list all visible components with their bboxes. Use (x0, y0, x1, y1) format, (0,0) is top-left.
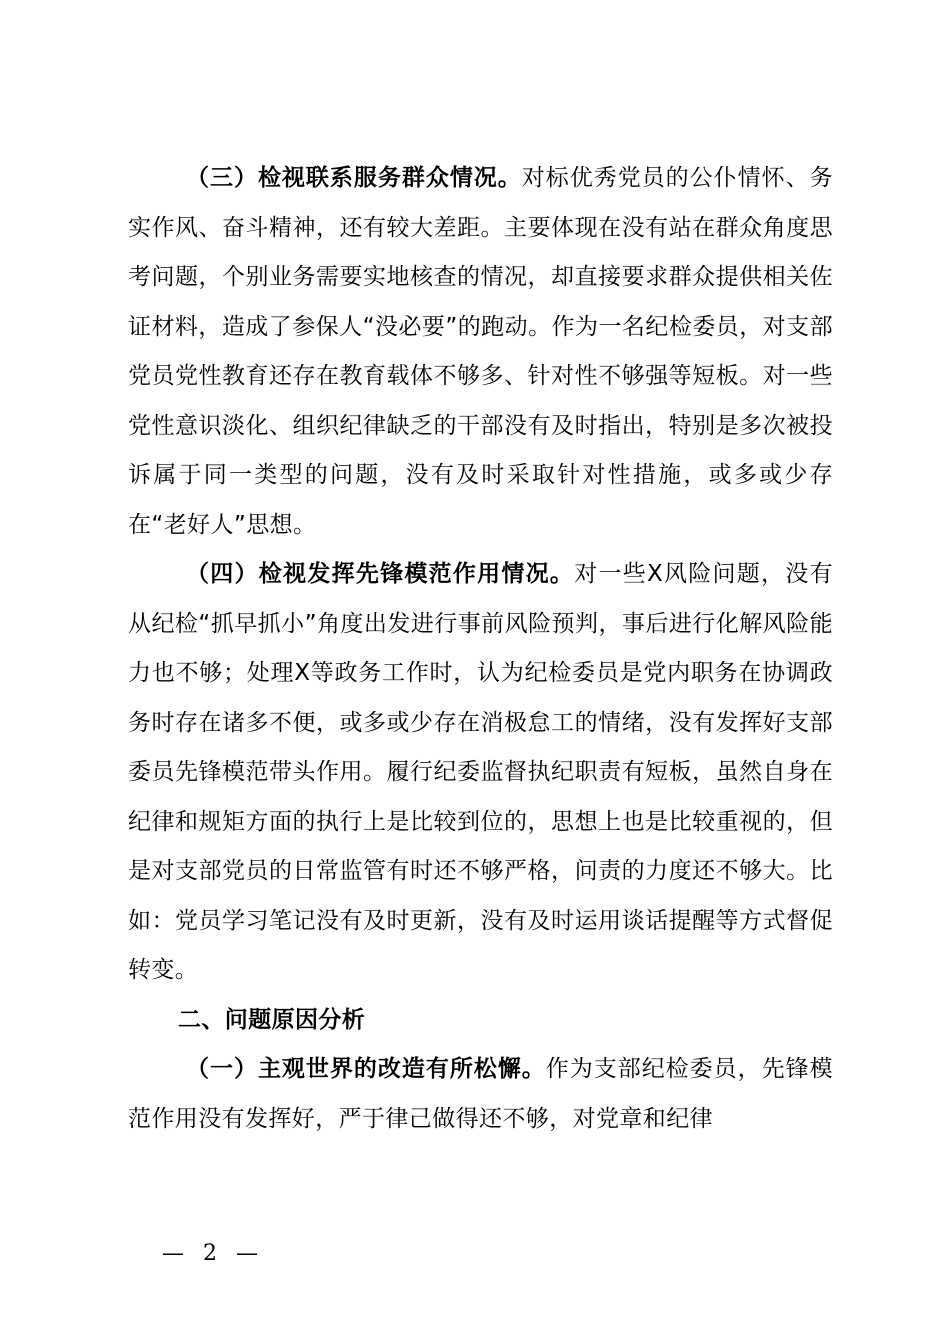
paragraph-lead-heading: （三）检视联系服务群众情况。 (186, 165, 522, 191)
page-number: — 2 — (162, 1241, 264, 1266)
paragraph-subjective-world (128, 1045, 833, 1144)
paragraph-body-text: 作为支部纪检委员，先锋模范作用没有发挥好，严于律己做得还不够，对党章和纪律 (128, 1056, 833, 1132)
section-heading-cause-analysis: 二、问题原因分析 (178, 1006, 366, 1033)
paragraph-body-text: 对标优秀党员的公仆情怀、务实作风、奋斗精神，还有较大差距。主要体现在没有站在群众角度思考问题，个别业务需要实地核查的情况，却直接要求群众提供相关佐证材料，造成了参保人“没必要”的跑动。作为一名纪检委员，对支部党员党性教育还存在教育载体不够多、针对性不够强等短板。对一些党性意识淡化、组织纪律缺乏的干部没有及时指出，特别是多次被投诉属于同一类型的问题，没有及时采取针对性措施，或多或少存在“老好人”思想。 (128, 165, 833, 538)
paragraph-contact-masses (128, 154, 833, 550)
document-body (128, 154, 833, 1144)
paragraph-vanguard-role (128, 550, 833, 996)
paragraph-lead-heading: （四）检视发挥先锋模范作用情况。 (186, 561, 575, 587)
paragraph-lead-heading: （一）主观世界的改造有所松懈。 (186, 1056, 546, 1082)
paragraph-body-text: 对一些X风险问题，没有从纪检“抓早抓小”角度出发进行事前风险预判，事后进行化解风险能力也不够；处理X等政务工作时，认为纪检委员是党内职务在协调政务时存在诸多不便，或多或少存在消极怠工的情绪，没有发挥好支部委员先锋模范带头作用。履行纪委监督执纪职责有短板，虽然自身在纪律和规矩方面的执行上是比较到位的，思想上也是比较重视的，但是对支部党员的日常监管有时还不够严格，问责的力度还不够大。比如：党员学习笔记没有及时更新，没有及时运用谈话提醒等方式督促转变。 (128, 561, 833, 983)
